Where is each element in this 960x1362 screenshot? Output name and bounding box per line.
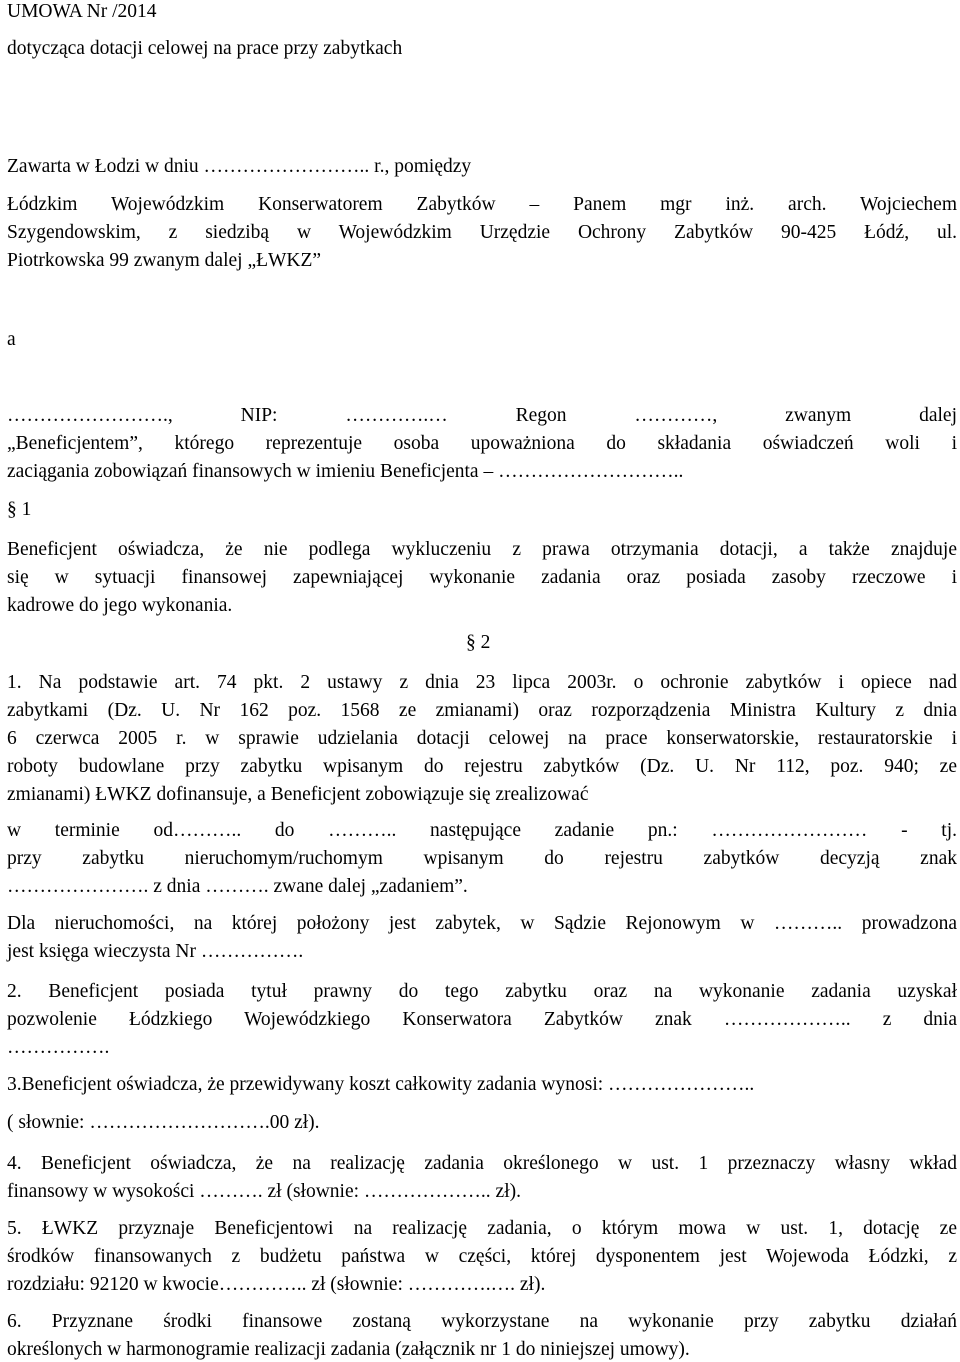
section-2-line: ……………. [7, 1037, 110, 1058]
section-2-line: roboty budowlane przy zabytku wpisanym do rejestru zabytków (Dz. U. Nr 112, poz. 940; ze [7, 756, 957, 777]
section-2-line: 3.Beneficjent oświadcza, że przewidywany koszt całkowity zadania wynosi: ………………….. [7, 1074, 755, 1095]
document-subtitle: dotycząca dotacji celowej na prace przy zabytkach [7, 38, 403, 59]
conjunction: a [7, 329, 16, 350]
section-2-line: rozdziału: 92120 w kwocie………….. zł (słownie: ………….…. zł). [7, 1274, 546, 1295]
section-2-line: 2. Beneficjent posiada tytuł prawny do tego zabytku oraz na wykonanie zadania uzyskał [7, 981, 957, 1002]
party-line: „Beneficjentem”, którego reprezentuje osoba upoważniona do składania oświadczeń woli i [7, 433, 957, 454]
section-1-line: kadrowe do jego wykonania. [7, 595, 233, 616]
section-2-line: 4. Beneficjent oświadcza, że na realizację zadania określonego w ust. 1 przeznaczy własny wkład [7, 1153, 957, 1174]
section-2-line: ( słownie: ……………………….00 zł). [7, 1112, 320, 1133]
section-2-line: zabytkami (Dz. U. Nr 162 poz. 1568 ze zmianami) oraz rozporządzenia Ministra Kultury z dnia [7, 700, 957, 721]
section-1-heading: § 1 [7, 499, 32, 520]
intro-line: Piotrkowska 99 zwanym dalej „ŁWKZ” [7, 250, 322, 271]
document-title: UMOWA Nr /2014 [7, 1, 157, 22]
section-2-line: jest księga wieczysta Nr ……………. [7, 941, 304, 962]
section-2-line: finansowy w wysokości ………. zł (słownie: ……………….. zł). [7, 1181, 521, 1202]
section-2-line: 1. Na podstawie art. 74 pkt. 2 ustawy z dnia 23 lipca 2003r. o ochronie zabytków i opiece nad [7, 672, 957, 693]
intro-line: Łódzkim Wojewódzkim Konserwatorem Zabytków – Panem mgr inż. arch. Wojciechem [7, 194, 957, 215]
section-2-line: 6 czerwca 2005 r. w sprawie udzielania dotacji celowej na prace konserwatorskie, restauratorskie i [7, 728, 957, 749]
section-1-line: Beneficjent oświadcza, że nie podlega wykluczeniu z prawa otrzymania dotacji, a także znajduje [7, 539, 957, 560]
section-2-line: zmianami) ŁWKZ dofinansuje, a Beneficjent zobowiązuje się zrealizować [7, 784, 589, 805]
section-2-line: 6. Przyznane środki finansowe zostaną wykorzystane na wykonanie przy zabytku działań [7, 1311, 957, 1332]
party-line: ……………………., NIP: ………….… Regon …………, zwanym dalej [7, 405, 957, 426]
section-2-line: Dla nieruchomości, na której położony jest zabytek, w Sądzie Rejonowym w ……….. prowadzona [7, 913, 957, 934]
section-1-line: się w sytuacji finansowej zapewniającej wykonanie zadania oraz posiada zasoby rzeczowe i [7, 567, 957, 588]
intro-line: Szygendowskim, z siedzibą w Wojewódzkim Urzędzie Ochrony Zabytków 90-425 Łódź, ul. [7, 222, 957, 243]
party-line: zaciągania zobowiązań finansowych w imieniu Beneficjenta – ……………………….. [7, 461, 684, 482]
section-2-line: …………………. z dnia ………. zwane dalej „zadaniem”. [7, 876, 468, 897]
section-2-line: pozwolenie Łódzkiego Wojewódzkiego Konserwatora Zabytków znak ……………….. z dnia [7, 1009, 957, 1030]
section-2-line: w terminie od……….. do ……….. następujące zadanie pn.: …………………… - tj. [7, 820, 957, 841]
section-2-line: 5. ŁWKZ przyznaje Beneficjentowi na realizację zadania, o którym mowa w ust. 1, dotację ze [7, 1218, 957, 1239]
section-2-line: przy zabytku nieruchomym/ruchomym wpisanym do rejestru zabytków decyzją znak [7, 848, 957, 869]
section-2-line: określonych w harmonogramie realizacji zadania (załącznik nr 1 do niniejszej umowy). [7, 1339, 690, 1360]
section-2-line: środków finansowanych z budżetu państwa w części, której dysponentem jest Wojewoda Łódzki, z [7, 1246, 957, 1267]
section-2-heading: § 2 [466, 632, 491, 653]
intro-line: Zawarta w Łodzi w dniu …………………….. r., pomiędzy [7, 156, 472, 177]
